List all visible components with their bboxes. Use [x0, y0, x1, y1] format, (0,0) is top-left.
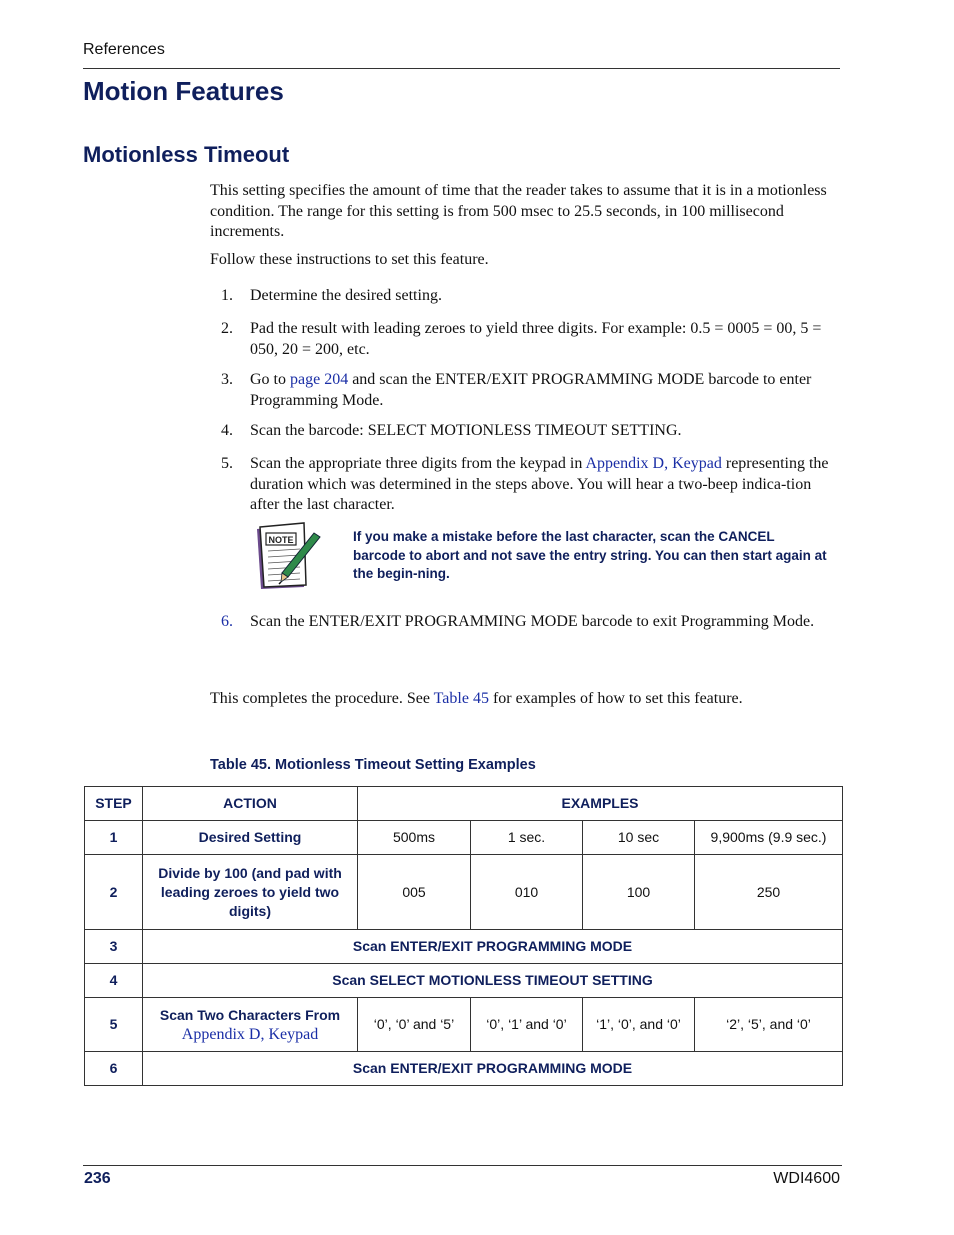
example-cell: 005	[358, 855, 471, 930]
step-number: 3.	[221, 371, 233, 388]
step-number: 6.	[221, 613, 233, 630]
step-text: Scan the ENTER/EXIT PROGRAMMING MODE barcode to exit Programming Mode.	[250, 613, 815, 630]
step-text: Pad the result with leading zeroes to yield three digits. For example: 0.5 = 0005 = 00, 5 = 050, 20 = 200, etc.	[250, 320, 822, 358]
step-number: 5.	[221, 455, 233, 472]
example-cell: ‘0’, ‘1’ and ‘0’	[471, 998, 583, 1052]
example-cell: ‘0’, ‘0’ and ‘5’	[358, 998, 471, 1052]
row-action	[143, 998, 358, 1052]
section-title: Motionless Timeout	[83, 142, 290, 167]
step-text-pre: Go to	[250, 371, 290, 388]
follow-paragraph: Follow these instructions to set this feature.	[210, 251, 489, 268]
note-icon-label: NOTE	[268, 535, 294, 545]
page-number: 236	[84, 1170, 111, 1187]
row-action: Desired Setting	[143, 821, 358, 855]
table-row	[85, 821, 843, 855]
header-examples: EXAMPLES	[358, 787, 843, 821]
table-row	[85, 855, 843, 930]
closing-post: for examples of how to set this feature.	[488, 690, 743, 707]
table-row	[85, 930, 843, 964]
table-45-link[interactable]: Table 45	[433, 690, 489, 707]
step-text: Determine the desired setting.	[250, 287, 442, 304]
note-text: If you make a mistake before the last character, scan the CANCEL barcode to abort and not save the entry string. You can then start again at the begin-ning.	[353, 529, 827, 581]
step-text-post: representing the duration which was determined in the steps above. You will hear a two-beep indica-tion after the last character.	[250, 455, 829, 513]
example-cell: 500ms	[358, 821, 471, 855]
table-caption: Table 45. Motionless Timeout Setting Examples	[210, 757, 536, 773]
step-text-post: and scan the ENTER/EXIT PROGRAMMING MODE barcode to enter Programming Mode.	[250, 371, 812, 409]
closing-paragraph	[210, 689, 842, 710]
example-cell: 250	[695, 855, 843, 930]
appendix-d-keypad-table-link[interactable]: Appendix D, Keypad	[181, 1025, 319, 1043]
appendix-d-keypad-link[interactable]: Appendix D, Keypad	[585, 455, 722, 472]
row-action-text: Scan Two Characters From	[159, 1006, 341, 1023]
row-step: 6	[85, 1052, 143, 1086]
table-row	[85, 1052, 843, 1086]
row-span-action: Scan ENTER/EXIT PROGRAMMING MODE	[143, 1052, 843, 1086]
header-rule	[83, 68, 840, 69]
table-header-row	[85, 787, 843, 821]
table-row	[85, 998, 843, 1052]
closing-pre: This completes the procedure. See	[210, 690, 434, 707]
step-number: 4.	[221, 422, 233, 439]
table-row	[85, 964, 843, 998]
page-204-link[interactable]: page 204	[290, 371, 349, 388]
row-step: 2	[85, 855, 143, 930]
step-text	[250, 454, 840, 516]
row-step: 1	[85, 821, 143, 855]
row-span-action: Scan ENTER/EXIT PROGRAMMING MODE	[143, 930, 843, 964]
row-span-action: Scan SELECT MOTIONLESS TIMEOUT SETTING	[143, 964, 843, 998]
note-icon	[254, 519, 324, 591]
example-cell: ‘1’, ‘0’, and ‘0’	[583, 998, 695, 1052]
running-head: References	[83, 41, 165, 58]
row-step: 3	[85, 930, 143, 964]
step-number: 1.	[221, 287, 233, 304]
row-action: Divide by 100 (and pad with leading zeroes to yield two digits)	[143, 855, 358, 930]
product-name: WDI4600	[773, 1170, 840, 1187]
step-text-pre: Scan the appropriate three digits from the keypad in	[250, 455, 586, 472]
example-cell: 100	[583, 855, 695, 930]
header-action: ACTION	[143, 787, 358, 821]
footer-rule	[83, 1165, 842, 1166]
page-title: Motion Features	[83, 76, 284, 106]
row-step: 5	[85, 998, 143, 1052]
row-step: 4	[85, 964, 143, 998]
example-cell: 010	[471, 855, 583, 930]
example-cell: 9,900ms (9.9 sec.)	[695, 821, 843, 855]
example-cell: 1 sec.	[471, 821, 583, 855]
example-cell: 10 sec	[583, 821, 695, 855]
example-cell: ‘2’, ‘5’, and ‘0’	[695, 998, 843, 1052]
step-number: 2.	[221, 320, 233, 337]
step-text	[250, 370, 840, 411]
step-text: Scan the barcode: SELECT MOTIONLESS TIMEOUT SETTING.	[250, 422, 682, 439]
header-step: STEP	[85, 787, 143, 821]
intro-paragraph: This setting specifies the amount of time that the reader takes to assume that it is in a motionless condition. The range for this setting is from 500 msec to 25.5 seconds, in 100 millisecond increments.	[210, 182, 827, 240]
examples-table	[84, 786, 843, 1086]
